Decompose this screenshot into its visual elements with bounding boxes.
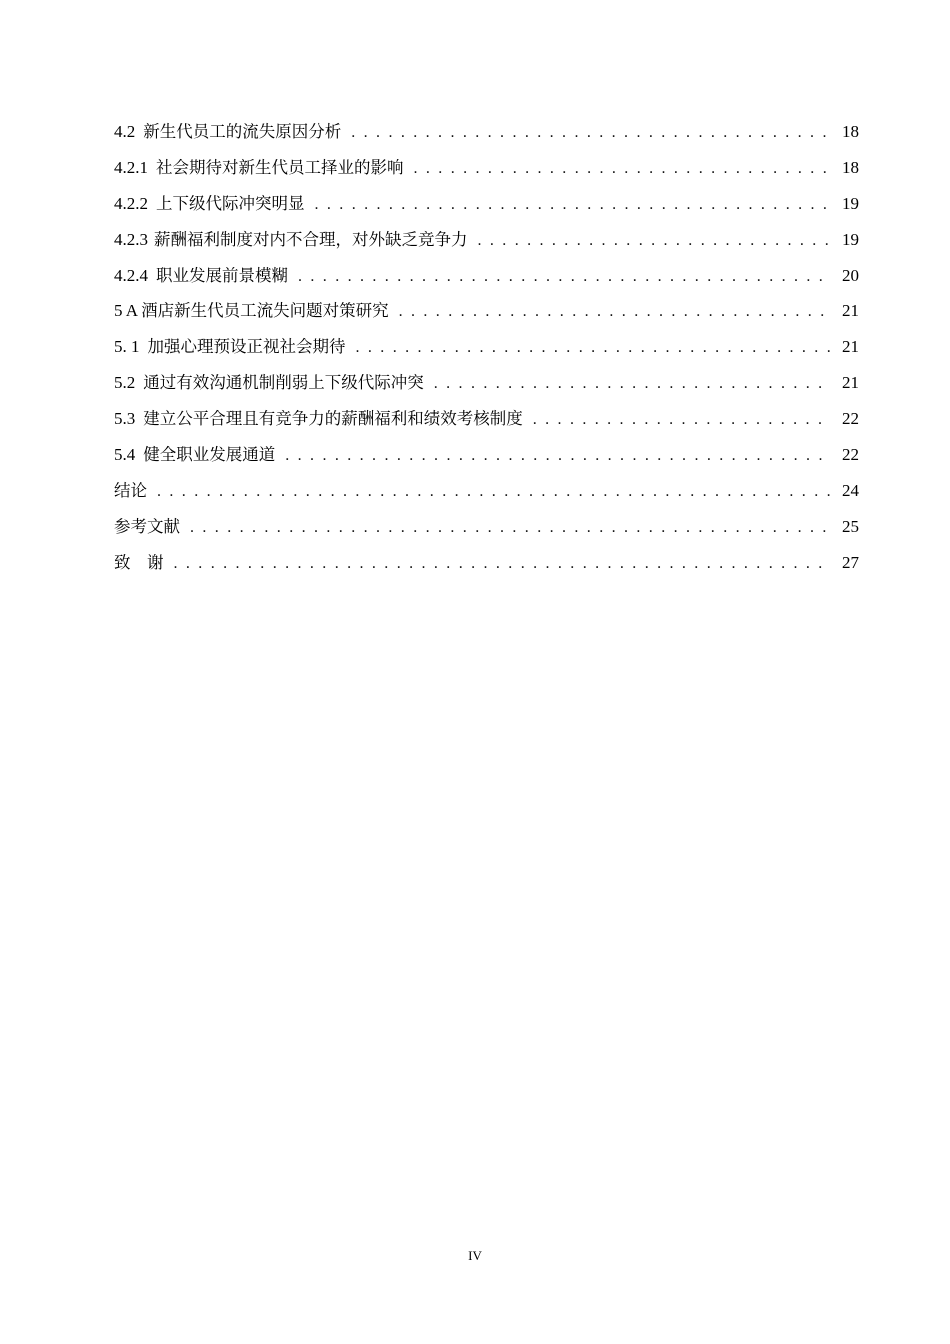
- toc-entry-number: 5.2: [114, 373, 136, 393]
- toc-leader-dots: [174, 550, 832, 578]
- toc-entry-page: 25: [842, 516, 859, 536]
- toc-entry-title: 职业发展前景模糊: [156, 265, 288, 285]
- toc-entry[interactable]: [114, 190, 859, 226]
- toc-leader-dots: [157, 478, 831, 506]
- table-of-contents: [114, 118, 859, 585]
- toc-entry[interactable]: [114, 118, 859, 154]
- toc-entry-page: 21: [842, 373, 859, 393]
- toc-entry[interactable]: [114, 405, 859, 441]
- toc-entry-number: 5 A: [114, 301, 139, 321]
- toc-entry-number: 4.2.4: [114, 265, 148, 285]
- toc-entry-title: 上下级代际冲突明显: [156, 193, 305, 213]
- toc-leader-dots: [414, 155, 832, 183]
- toc-entry-title: 通过有效沟通机制削弱上下级代际冲突: [143, 373, 424, 393]
- toc-entry-page: 27: [842, 552, 859, 572]
- toc-entry-number: 5. 1: [114, 337, 140, 357]
- toc-leader-dots: [533, 406, 831, 434]
- toc-entry-page: 21: [842, 337, 859, 357]
- toc-entry-title: 致 谢: [114, 552, 164, 572]
- toc-entry[interactable]: [114, 154, 859, 190]
- toc-leader-dots: [315, 191, 832, 219]
- toc-entry-number: 5.4: [114, 445, 136, 465]
- toc-leader-dots: [434, 370, 831, 398]
- toc-entry[interactable]: [114, 477, 859, 513]
- toc-entry[interactable]: [114, 549, 859, 585]
- toc-entry-page: 19: [842, 229, 859, 249]
- toc-entry-number: 4.2.3: [114, 229, 148, 249]
- toc-entry-page: 22: [842, 445, 859, 465]
- toc-entry-title: 建立公平合理且有竞争力的薪酬福利和绩效考核制度: [143, 409, 523, 429]
- toc-entry-page: 21: [842, 301, 859, 321]
- toc-entry[interactable]: [114, 513, 859, 549]
- toc-leader-dots: [190, 514, 831, 542]
- toc-entry-title: 薪酬福利制度对内不合理，对外缺乏竞争力: [154, 229, 468, 249]
- toc-entry[interactable]: [114, 262, 859, 298]
- toc-entry-page: 24: [842, 480, 859, 500]
- toc-entry-title: 参考文献: [114, 516, 180, 536]
- toc-entry-title: 社会期待对新生代员工择业的影响: [156, 157, 404, 177]
- toc-entry-title: 结论: [114, 480, 147, 500]
- toc-entry[interactable]: [114, 297, 859, 333]
- toc-entry[interactable]: [114, 333, 859, 369]
- toc-leader-dots: [285, 442, 831, 470]
- toc-entry-title: 酒店新生代员工流失问题对策研究: [141, 301, 389, 321]
- toc-leader-dots: [478, 227, 832, 255]
- toc-entry-title: 新生代员工的流失原因分析: [143, 122, 342, 141]
- toc-entry-number: 4.2: [114, 122, 136, 141]
- toc-leader-dots: [298, 263, 831, 291]
- toc-entry-page: 18: [842, 157, 859, 177]
- toc-entry[interactable]: [114, 441, 859, 477]
- toc-entry-page: 19: [842, 193, 859, 213]
- toc-entry[interactable]: [114, 369, 859, 405]
- toc-entry-title: 健全职业发展通道: [143, 445, 276, 465]
- toc-entry-number: 4.2.1: [114, 157, 148, 177]
- toc-leader-dots: [351, 119, 831, 147]
- toc-entry[interactable]: [114, 226, 859, 262]
- toc-entry-page: 18: [842, 122, 859, 141]
- toc-entry-title: 加强心理预设正视社会期待: [147, 337, 346, 357]
- toc-leader-dots: [399, 298, 831, 326]
- page-number: IV: [468, 1248, 482, 1263]
- toc-leader-dots: [356, 334, 832, 362]
- toc-entry-page: 20: [842, 265, 859, 285]
- toc-entry-page: 22: [842, 409, 859, 429]
- toc-entry-number: 4.2.2: [114, 193, 148, 213]
- toc-entry-number: 5.3: [114, 409, 136, 429]
